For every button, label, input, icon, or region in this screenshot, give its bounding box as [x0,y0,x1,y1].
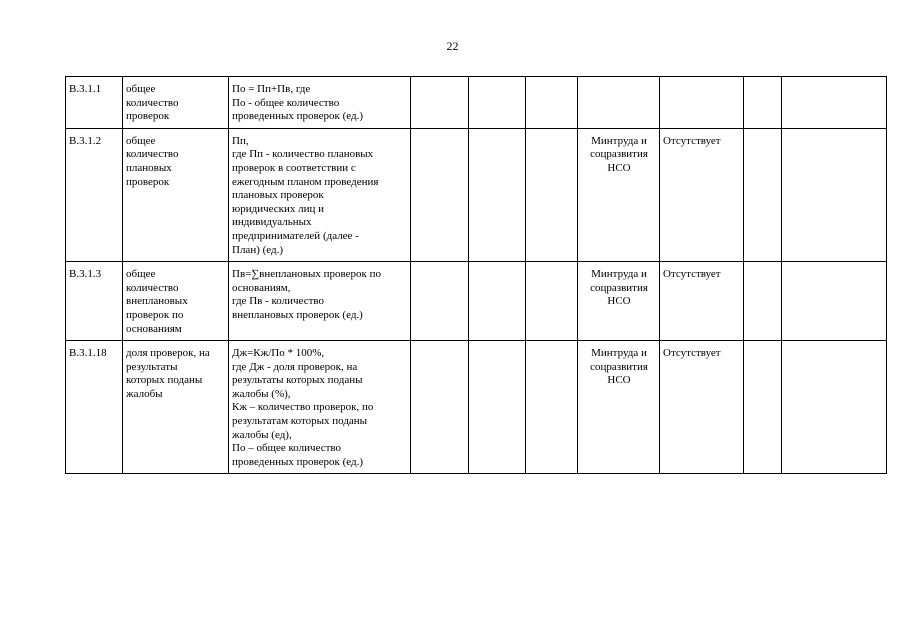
empty-cell [411,262,469,341]
indicator-formula: Дж=Кж/По * 100%, где Дж - доля проверок, на результаты которых поданы жалобы (%), Кж – количество проверок, по результатам которых поданы жалобы (ед), По – общее количество проведенных проверок (ед.) [229,341,411,474]
responsible-body: Минтруда и соцразвития НСО [578,341,660,474]
empty-cell [469,77,526,129]
indicator-formula: Пв=∑внеплановых проверок по основаниям, где Пв - количество внеплановых проверок (ед.) [229,262,411,341]
empty-cell [411,77,469,129]
empty-cell [526,341,578,474]
table-row [66,262,887,341]
table-row [66,128,887,261]
data-status: Отсутствует [660,341,744,474]
data-status: Отсутствует [660,262,744,341]
data-status: Отсутствует [660,128,744,261]
empty-cell [744,77,782,129]
responsible-body [578,77,660,129]
empty-cell [469,128,526,261]
indicator-formula: Пп, где Пп - количество плановых проверок в соответствии с ежегодным планом проведения плановых проверок юридических лиц и индивидуальных предпринимателей (далее - План) (ед.) [229,128,411,261]
table-row [66,341,887,474]
empty-cell [744,128,782,261]
indicator-code: В.3.1.3 [66,262,123,341]
indicator-code: В.3.1.2 [66,128,123,261]
indicators-table [65,76,887,474]
empty-cell [526,128,578,261]
empty-cell [469,341,526,474]
empty-cell [469,262,526,341]
empty-cell [782,77,887,129]
table-row [66,77,887,129]
indicator-name: общее количество внеплановых проверок по основаниям [123,262,229,341]
empty-cell [744,341,782,474]
empty-cell [411,341,469,474]
indicator-name: доля проверок, на результаты которых поданы жалобы [123,341,229,474]
empty-cell [526,77,578,129]
empty-cell [782,341,887,474]
page-number: 22 [446,39,459,53]
empty-cell [744,262,782,341]
empty-cell [782,262,887,341]
responsible-body: Минтруда и соцразвития НСО [578,262,660,341]
indicator-name: общее количество проверок [123,77,229,129]
indicator-name: общее количество плановых проверок [123,128,229,261]
empty-cell [782,128,887,261]
indicator-formula: По = Пп+Пв, где По - общее количество проведенных проверок (ед.) [229,77,411,129]
empty-cell [411,128,469,261]
empty-cell [526,262,578,341]
data-status [660,77,744,129]
indicator-code: В.3.1.1 [66,77,123,129]
indicator-code: В.3.1.18 [66,341,123,474]
responsible-body: Минтруда и соцразвития НСО [578,128,660,261]
